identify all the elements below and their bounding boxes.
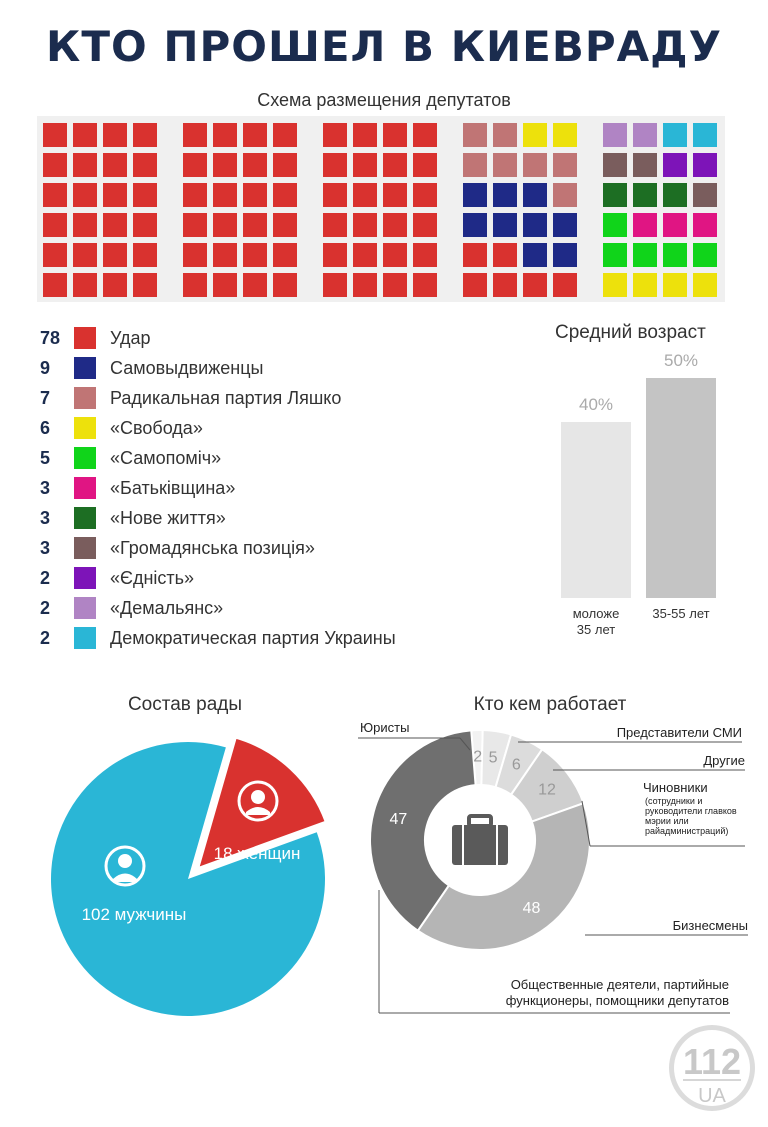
logo-number: 112 xyxy=(682,1041,742,1082)
jobs-donut-chart xyxy=(370,730,590,950)
legend-count: 9 xyxy=(40,357,51,378)
legend-count: 2 xyxy=(40,567,51,588)
donut-value-label: 12 xyxy=(538,781,556,799)
page-title: КТО ПРОШЕЛ В КИЕВРАДУ xyxy=(46,22,722,71)
legend-label: Удар xyxy=(110,327,151,348)
label-officials-note: руководители главков xyxy=(645,806,737,816)
logo-suffix: UA xyxy=(698,1085,726,1107)
logo-112ua xyxy=(669,1025,755,1111)
legend-label: «Батьківщина» xyxy=(110,477,236,498)
women-count-label: 18 женщин xyxy=(213,844,301,863)
legend-label: «Самопоміч» xyxy=(110,447,222,468)
age-category-line: 35 лет xyxy=(576,622,616,637)
legend-label: «Єдність» xyxy=(110,567,195,588)
donut-value-label: 47 xyxy=(389,811,408,829)
legend-count: 3 xyxy=(40,537,51,558)
label-business: Бизнесмены xyxy=(672,918,748,933)
donut-value-label: 6 xyxy=(511,756,521,774)
legend-label: «Громадянська позиція» xyxy=(110,537,315,558)
legend-label: «Свобода» xyxy=(110,417,203,438)
legend-count: 78 xyxy=(40,327,61,348)
donut-value-label: 5 xyxy=(488,749,498,767)
label-public: функционеры, помощники депутатов xyxy=(505,993,729,1008)
label-other: Другие xyxy=(703,753,745,768)
legend-count: 2 xyxy=(40,597,51,618)
label-officials-note: райадминистраций) xyxy=(645,826,729,836)
age-category-line: 35-55 лет xyxy=(652,606,710,621)
legend-count: 3 xyxy=(40,507,51,528)
legend-count: 6 xyxy=(40,417,51,438)
legend-label: «Демальянс» xyxy=(110,597,224,618)
legend-label: Самовыдвиженцы xyxy=(110,357,264,378)
men-count-label: 102 мужчины xyxy=(81,905,187,924)
age-bar-value-label: 40% xyxy=(578,395,614,414)
age-bar-value-label: 50% xyxy=(663,351,699,370)
age-category-line: моложе xyxy=(572,606,620,621)
legend-count: 3 xyxy=(40,477,51,498)
seating-chart-title: Схема размещения депутатов xyxy=(257,90,511,110)
label-public: Общественные деятели, партийные xyxy=(510,977,729,992)
donut-value-label: 48 xyxy=(522,899,541,917)
label-media: Представители СМИ xyxy=(616,725,742,740)
gender-pie-chart xyxy=(51,737,326,1016)
gender-chart-title: Состав рады xyxy=(127,694,243,715)
legend-label: Демократическая партия Украины xyxy=(110,627,396,648)
age-chart-title: Средний возраст xyxy=(555,322,706,343)
label-officials: Чиновники xyxy=(643,780,708,795)
legend-count: 7 xyxy=(40,387,51,408)
legend-label: Радикальная партия Ляшко xyxy=(110,387,342,408)
jobs-chart-title: Кто кем работает xyxy=(473,694,627,715)
label-lawyers: Юристы xyxy=(360,720,410,735)
label-officials-note: мэрии или xyxy=(645,816,689,826)
legend-label: «Нове життя» xyxy=(110,507,226,528)
donut-value-label: 2 xyxy=(473,748,483,766)
legend-count: 2 xyxy=(40,627,51,648)
label-officials-note: (сотрудники и xyxy=(645,796,703,806)
legend-count: 5 xyxy=(40,447,51,468)
